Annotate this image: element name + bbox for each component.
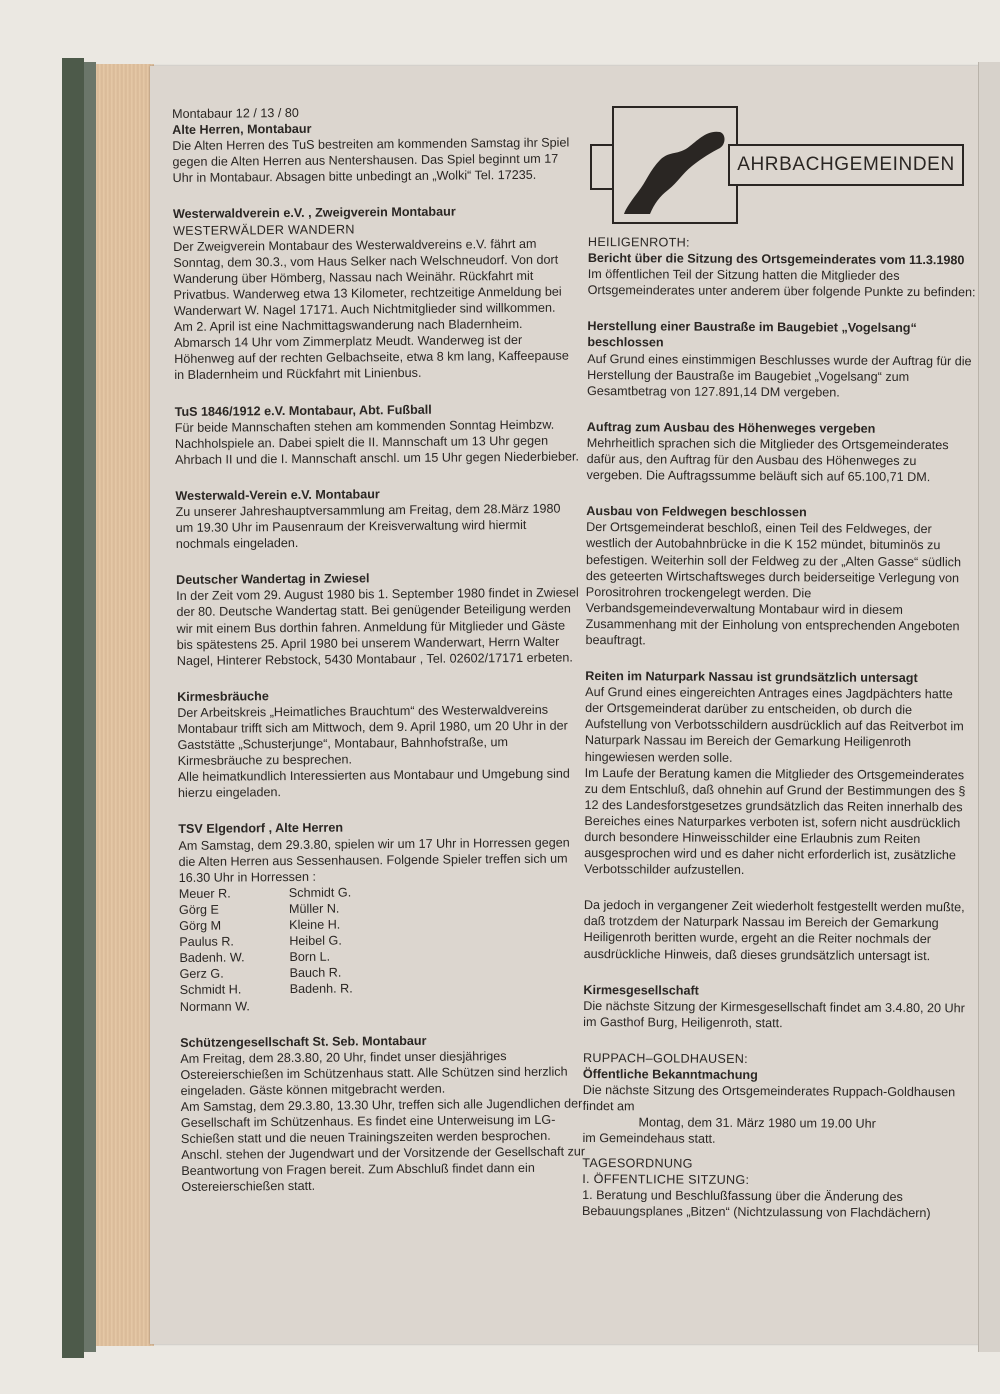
article-text: Auf Grund eines eingereichten Antrages eines Jagdpächters hatte der Ortsgemeinderat darüber zu entscheiden, ob durch die Aufstellung von Verbotsschildern ausdrücklich auf das Reitverbot im Naturpark Nassau im Bereich der Gemarkung Heiligenroth hingewiesen werden solle. <box>584 685 964 765</box>
player-name: Görg M <box>179 918 222 933</box>
right-column <box>582 234 976 1241</box>
player-name: Schmidt G. <box>288 885 352 900</box>
player-list <box>179 882 584 1014</box>
article-section <box>586 419 974 486</box>
player-name: Heibel G. <box>289 933 342 949</box>
player-name: Badenh. W. <box>179 950 245 966</box>
article-text: Für beide Mannschaften stehen am kommenden Sonntag Heimbzw. Nachholspiele an. Dabei spielt die II. Mannschaft um 13 Uhr gegen Ahrbach II und die I. Mannschaft anschl. um 15 Uhr gegen Niederbieber. <box>174 417 580 467</box>
article-heading: Alte Herren, Montabaur <box>172 121 312 138</box>
article-text: Da jedoch in vergangener Zeit wiederholt festgestellt werden mußte, daß trotzdem der Naturpark Nassau im Bereich der Gemarkung Heiligenroth beritten wurde, ergeht an die Reiter nochmals der ausdrückliche Hinweis, daß dieses grundsätzlich untersagt ist. <box>583 898 965 963</box>
article-heading: Kirmesgesellschaft <box>583 982 699 998</box>
article-heading: TSV Elgendorf , Alte Herren <box>178 821 344 837</box>
article-text: Am Samstag, dem 29.3.80, 13.30 Uhr, treffen sich alle Jugendlichen der Gesellschaft im Schützenhaus. Es findet eine Unterweisung im LG-Schießen statt und die neuen Trainingszeiten werden besprochen. Anschl. stehen der Jugendwart und der Vorsitzende der Gesellschaft zur Beantwortung von Fragen bereit. Zum Abschluß findet dann ein Ostereierschießen statt. <box>180 1096 586 1195</box>
article-heading: Herstellung einer Baustraße im Baugebiet „Vogelsang“ beschlossen <box>587 319 917 350</box>
article-section <box>582 1050 971 1221</box>
player-name: Kleine H. <box>289 917 341 933</box>
logo-title: AHRBACHGEMEINDEN <box>728 144 964 186</box>
article-text: Alle heimatkundlich Interessierten aus Montabaur und Umgebung sind hierzu eingeladen. <box>177 766 570 801</box>
article-section <box>178 818 584 1015</box>
article-heading: Bericht über die Sitzung des Ortsgemeinderates vom 11.3.1980 <box>587 251 965 268</box>
article-heading: Kirmesbräuche <box>177 688 269 704</box>
article-text: Am Freitag, dem 28.3.80, 20 Uhr, findet unser diesjähriges Ostereierschießen im Schützenhaus statt. Alle Schützen sind herzlich eingeladen. Gäste können mitgebracht werden. <box>180 1048 568 1098</box>
article-heading: Schützengesellschaft St. Seb. Montabaur <box>180 1033 427 1050</box>
river-shape-icon <box>620 112 730 216</box>
player-name: Born L. <box>289 949 331 965</box>
article-text: TAGESORDNUNG <box>582 1155 693 1171</box>
article-heading: Westerwald-Verein e.V. Montabaur <box>175 487 380 503</box>
article-text: Auf Grund eines einstimmigen Beschlusses wurde der Auftrag für die Herstellung der Baustraße im Baugebiet „Vogelsang“ zum Gesamtbetrag von 127.891,14 DM vergeben. <box>586 351 972 400</box>
article-section <box>180 1031 585 1195</box>
article-text: HEILIGENROTH: <box>587 234 690 250</box>
player-name: Schmidt H. <box>179 982 242 998</box>
article-section <box>176 569 581 669</box>
article-section <box>172 102 577 186</box>
ahrbachgemeinden-logo <box>590 106 970 224</box>
article-text: im Gemeindehaus statt. <box>582 1131 716 1147</box>
article-text: Am 2. April ist eine Nachmittagswanderung nach Bladernheim. Abmarsch 14 Uhr vom Zimmerplatz Meudt. Wanderweg ist der Höhenweg auf der rechten Gelbachseite, etwa 8 km lang, Kaffeepause in Bladernheim und Rückfahrt mit Linienbus. <box>173 317 569 383</box>
book-binding <box>62 58 84 1358</box>
player-name: Paulus R. <box>179 934 234 950</box>
article-section <box>175 400 580 468</box>
article-text: RUPPACH–GOLDHAUSEN: <box>582 1050 749 1066</box>
article-section <box>585 503 974 650</box>
article-section <box>583 982 971 1033</box>
article-text: Im öffentlichen Teil der Sitzung hatten die Mitglieder des Ortsgemeinderates unter anderem über folgende Punkte zu befinden: <box>587 267 976 300</box>
article-text: Die nächste Sitzung der Kirmesgesellschaft findet am 3.4.80, 20 Uhr im Gasthof Burg, Heiligenroth, statt. <box>583 998 965 1031</box>
player-name: Meuer R. <box>178 886 231 901</box>
article-heading: TuS 1846/1912 e.V. Montabaur, Abt. Fußball <box>174 402 432 419</box>
article-text: Im Laufe der Beratung kamen die Mitglieder des Ortsgemeinderates zu dem Entschluß, daß ohnehin auf Grund der Bestimmungen des § 12 des Landesforstgesetzes grundsätzlich das Reiten innerhalb des Bereiches eines Naturparkes verboten ist, sofern nicht ausdrücklich durch besondere Hinweisschilder eine Erlaubnis zum Reiten ausgesprochen wird und es daher nicht erforderlich ist, zusätzliche Verbotsschilder aufzustellen. <box>584 765 966 878</box>
player-name: Bauch R. <box>289 965 342 981</box>
article-heading: Reiten im Naturpark Nassau ist grundsätzlich untersagt <box>585 669 918 686</box>
article-text: In der Zeit vom 29. August 1980 bis 1. September 1980 findet in Zwiesel der 80. Deutsche Wandertag statt. Bei genügender Beteiligung werden wir mit einem Bus dorthin fahren. Anmeldung für Mitglieder und Gäste bis spätestens 25. April 1980 bei unserem Wanderwart, Herrn Walter Nagel, Hinterer Rebstock, 5430 Montabaur , Tel. 02602/17171 erbeten. <box>176 585 579 668</box>
article-text: WESTERWÄLDER WANDERN <box>173 221 355 238</box>
adjacent-page-edge <box>978 62 1000 1352</box>
article-section <box>584 897 972 964</box>
player-name <box>290 996 410 1013</box>
article-section <box>173 203 579 384</box>
article-text: 1. Beratung und Beschlußfassung über die Änderung des Bebauungsplanes „Bitzen“ (Nichtzulassung von Flachdächern) <box>581 1187 931 1220</box>
page-edges <box>96 64 154 1346</box>
player-name: Gerz G. <box>179 966 224 982</box>
article-text: I. ÖFFENTLICHE SITZUNG: <box>582 1171 750 1187</box>
article-heading: Öffentliche Bekanntmachung <box>582 1067 758 1083</box>
article-section <box>177 685 582 801</box>
article-section <box>175 484 580 552</box>
player-name: Normann W. <box>179 998 250 1014</box>
article-text: Die Alten Herren des TuS bestreiten am kommenden Samstag ihr Spiel gegen die Alten Herren aus Nentershausen. Das Spiel beginnt um 17 Uhr in Montabaur. Absagen bitte unbedingt an „Wolki“ Tel. 17235. <box>172 135 570 186</box>
article-text: Der Ortsgemeinderat beschloß, einen Teil des Feldweges, der westlich der Autobahnbrücke in die K 152 mündet, bituminös zu befestigen. Weiterhin soll der Feldweg zu der „Alten Gasse“ südlich des geteerten Wirtschaftsweges durch beiderseitige Verlegung von Porositrohren trockengelegt werden. Die Verbandsgemeindeverwaltung Montabaur wird in diesem Zusammenhang mit der Einholung von entsprechenden Angeboten beauftragt. <box>585 520 962 648</box>
article-heading: Ausbau von Feldwegen beschlossen <box>586 504 807 520</box>
article-text: Der Arbeitskreis „Heimatliches Brauchtum“ des Westerwaldvereins Montabaur trifft sich am Mittwoch, dem 9. April 1980, um 20 Uhr in der Gaststätte „Schusterjunge“, Montabaur, Bahnhofstraße, um Kirmesbräuche zu besprechen. <box>177 702 568 769</box>
article-text: Mehrheitlich sprachen sich die Mitglieder des Ortsgemeinderates dafür aus, den Auftrag für den Ausbau des Höhenweges zu vergeben. Die Auftragssumme beläuft sich auf 65.100,71 DM. <box>586 435 949 485</box>
article-heading: Auftrag zum Ausbau des Höhenweges vergeben <box>586 419 876 436</box>
player-name: Müller N. <box>288 901 340 916</box>
player-name: Badenh. R. <box>289 981 353 997</box>
article-heading: Deutscher Wandertag in Zwiesel <box>176 571 370 588</box>
article-section <box>587 318 975 401</box>
article-text: Die nächste Sitzung des Ortsgemeinderates Ruppach-Goldhausen findet am <box>582 1083 956 1114</box>
article-section <box>588 234 976 301</box>
left-column <box>172 102 586 1215</box>
player-name: Görg E <box>178 902 219 917</box>
article-section <box>584 668 973 880</box>
book-binding-inner <box>84 62 96 1352</box>
logo-bracket <box>590 144 612 190</box>
article-text: Der Zweigverein Montabaur des Westerwaldvereins e.V. fährt am Sonntag, dem 30.3., vom Haus Selker nach Welschneudorf. Von dort Wanderung über Hömberg, Nassau nach Weinähr. Rückfahrt mit Privatbus. Wanderweg etwa 13 Kilometer, rechtzeitige Anmeldung bei Wanderwart W. Nagel 17171. Auch Nichtmitglieder sind willkommen. <box>173 236 562 319</box>
article-text: Montabaur 12 / 13 / 80 <box>172 105 299 121</box>
article-text: Am Samstag, dem 29.3.80, spielen wir um 17 Uhr in Horressen gegen die Alten Herren aus Sessenhausen. Folgende Spieler treffen sich um 16.30 Uhr in Horressen : <box>178 835 570 885</box>
article-text: Zu unserer Jahreshauptversammlung am Freitag, dem 28.März 1980 um 19.30 Uhr im Pausenraum der Kreisverwaltung wird hiermit nochmals eingeladen. <box>175 501 561 552</box>
article-text: Montag, dem 31. März 1980 um 19.00 Uhr <box>638 1115 876 1132</box>
article-heading: Westerwaldverein e.V. , Zweigverein Montabaur <box>172 204 456 222</box>
